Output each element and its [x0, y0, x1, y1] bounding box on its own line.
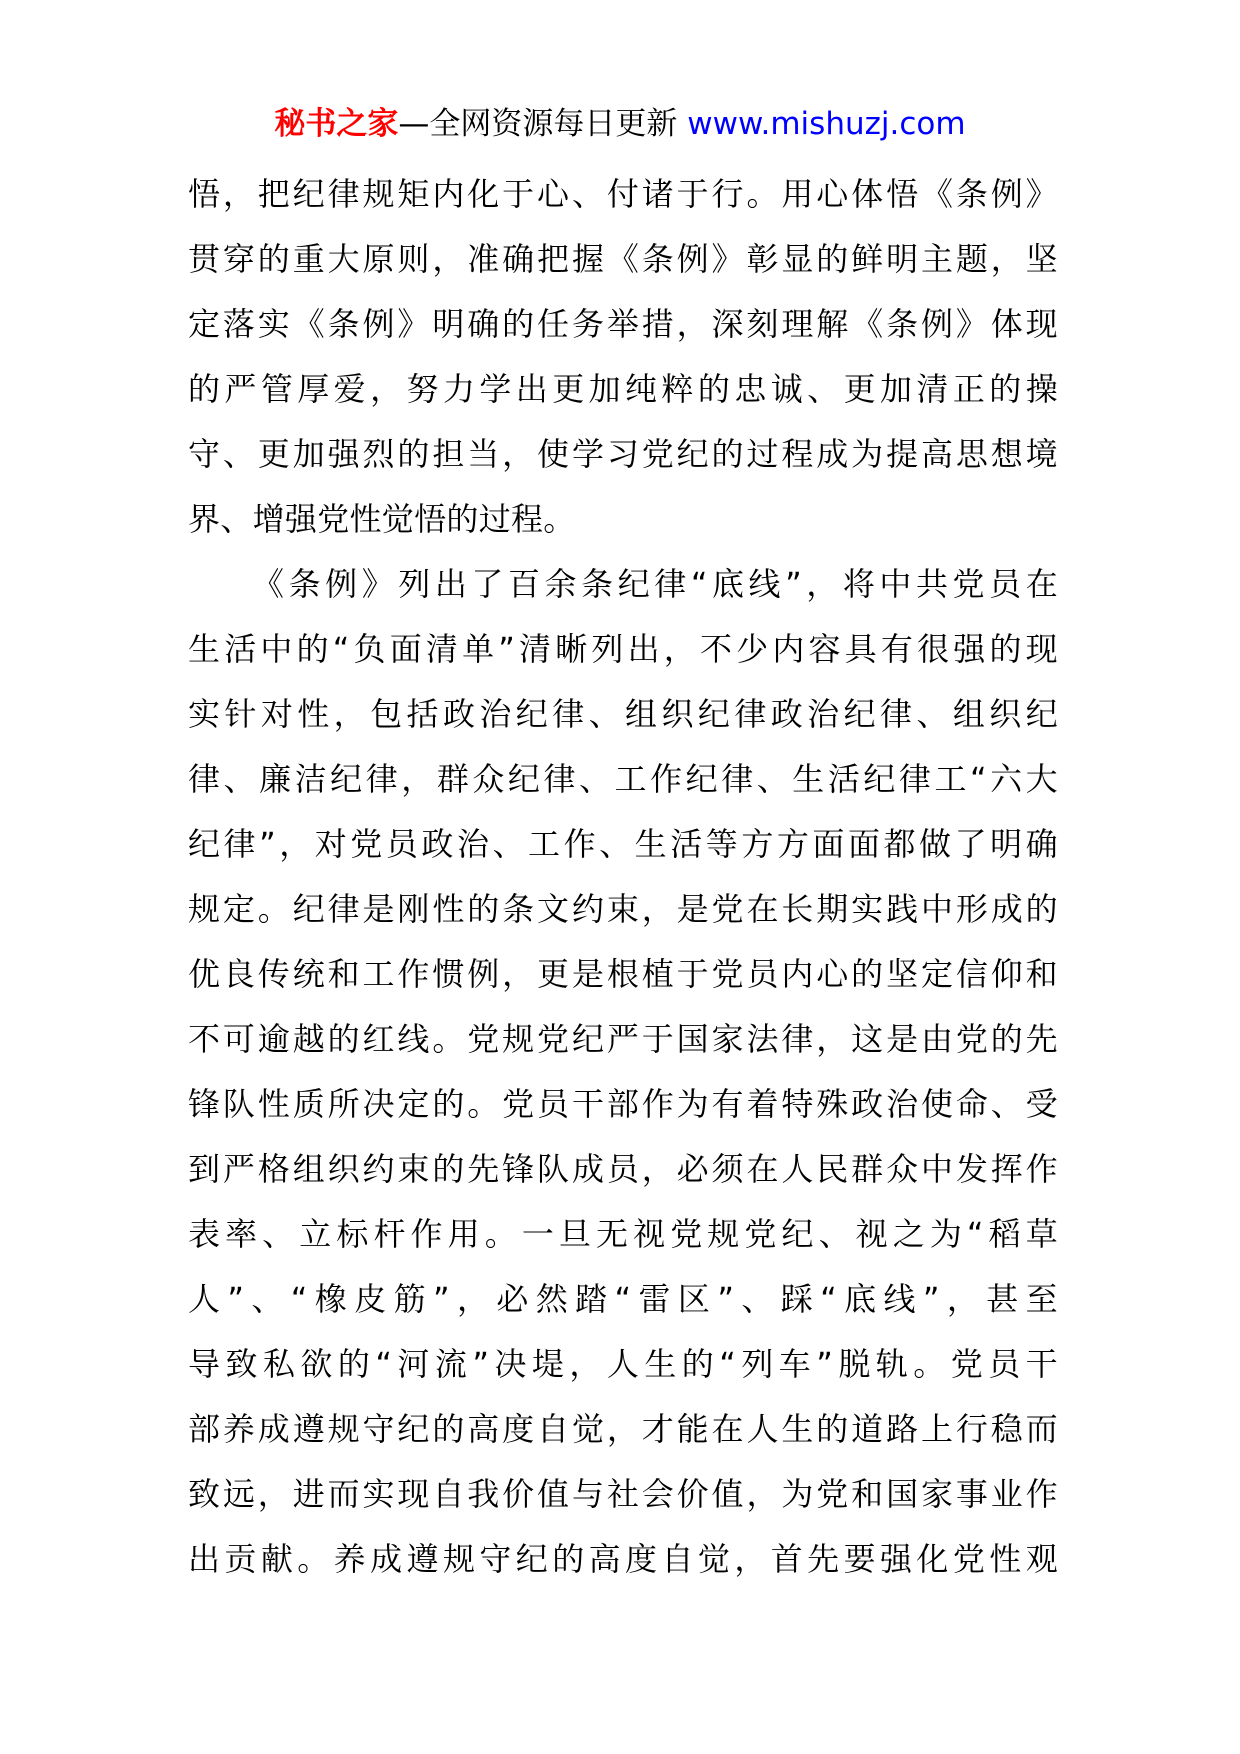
- site-url-link[interactable]: www.mishuzj.com: [687, 106, 966, 142]
- text-line: 界、增强党性觉悟的过程。: [188, 500, 576, 538]
- text-line: 《条例》列出了百余条纪律“底线”，将中共党员在: [252, 565, 1058, 603]
- text-line: 部养成遵规守纪的高度自觉，才能在人生的道路上行稳而: [188, 1410, 1058, 1448]
- site-brand: 秘书之家: [274, 106, 399, 142]
- text-line: 锋队性质所决定的。党员干部作为有着特殊政治使命、受: [188, 1085, 1058, 1123]
- text-line: 不可逾越的红线。党规党纪严于国家法律，这是由党的先: [188, 1020, 1058, 1058]
- text-line: 纪律”，对党员政治、工作、生活等方方面面都做了明确: [188, 825, 1058, 863]
- text-line: 定落实《条例》明确的任务举措，深刻理解《条例》体现: [188, 305, 1058, 343]
- text-line: 生活中的“负面清单”清晰列出，不少内容具有很强的现: [188, 630, 1058, 668]
- text-line: 人”、“橡皮筋”，必然踏“雷区”、踩“底线”，甚至: [188, 1280, 1058, 1318]
- site-slogan: —全网资源每日更新: [398, 106, 688, 142]
- page-header: [0, 102, 1240, 146]
- text-line: 出贡献。养成遵规守纪的高度自觉，首先要强化党性观: [188, 1540, 1058, 1578]
- text-line: 到严格组织约束的先锋队成员，必须在人民群众中发挥作: [188, 1150, 1058, 1188]
- document-body: [188, 162, 1058, 1592]
- text-line: 表率、立标杆作用。一旦无视党规党纪、视之为“稻草: [188, 1215, 1058, 1253]
- text-line: 律、廉洁纪律，群众纪律、工作纪律、生活纪律工“六大: [188, 760, 1058, 798]
- text-line: 的严管厚爱，努力学出更加纯粹的忠诚、更加清正的操: [188, 370, 1058, 408]
- text-line: 导致私欲的“河流”决堤，人生的“列车”脱轨。党员干: [188, 1345, 1058, 1383]
- text-line: 致远，进而实现自我价值与社会价值，为党和国家事业作: [188, 1475, 1058, 1513]
- text-line: 优良传统和工作惯例，更是根植于党员内心的坚定信仰和: [188, 955, 1058, 993]
- text-line: 悟，把纪律规矩内化于心、付诸于行。用心体悟《条例》: [188, 175, 1058, 213]
- text-line: 实针对性，包括政治纪律、组织纪律政治纪律、组织纪: [188, 695, 1058, 733]
- text-line: 贯穿的重大原则，准确把握《条例》彰显的鲜明主题，坚: [188, 240, 1058, 278]
- text-line: 规定。纪律是刚性的条文约束，是党在长期实践中形成的: [188, 890, 1058, 928]
- text-line: 守、更加强烈的担当，使学习党纪的过程成为提高思想境: [188, 435, 1058, 473]
